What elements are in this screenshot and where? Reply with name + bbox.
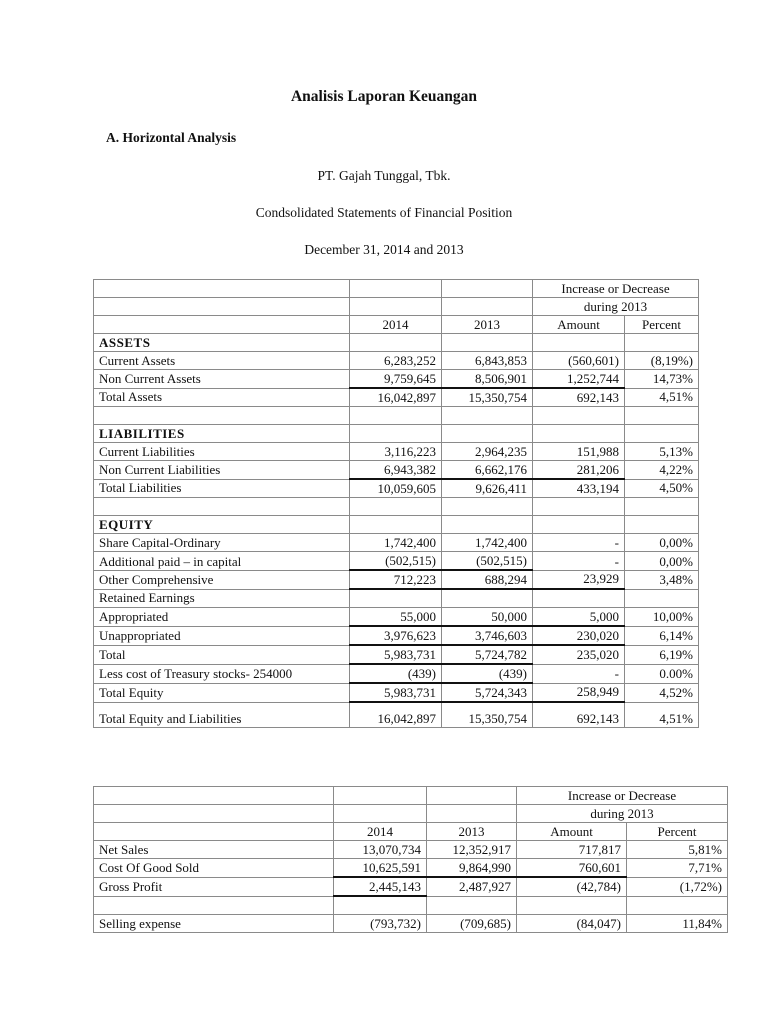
row-label: Non Current Liabilities (94, 461, 350, 480)
value-2014: 13,070,734 (334, 841, 427, 859)
table-row (94, 534, 699, 552)
value-2013: 2,487,927 (427, 877, 517, 896)
value-percent: 5,81% (627, 841, 728, 859)
row-label: Selling expense (94, 915, 334, 933)
value-amount: 692,143 (533, 702, 625, 728)
row-label: Net Sales (94, 841, 334, 859)
value-2013: 3,746,603 (442, 626, 533, 645)
value-2014: 6,943,382 (350, 461, 442, 480)
value-2013: 15,350,754 (442, 388, 533, 407)
value-percent: 3,48% (625, 570, 699, 589)
row-label: Appropriated (94, 608, 350, 627)
row-label: Total Equity and Liabilities (94, 702, 350, 728)
value-2013: (439) (442, 664, 533, 683)
table-row (94, 626, 699, 645)
value-amount: 760,601 (517, 859, 627, 878)
value-percent: 0.00% (625, 664, 699, 683)
header-percent: Percent (627, 823, 728, 841)
value-percent: 0,00% (625, 534, 699, 552)
row-label: Cost Of Good Sold (94, 859, 334, 878)
statement-period: December 31, 2014 and 2013 (304, 242, 464, 257)
value-percent: 0,00% (625, 552, 699, 571)
table-row (94, 645, 699, 664)
value-amount: 258,949 (533, 683, 625, 702)
value-2014: (439) (350, 664, 442, 683)
value-amount: 692,143 (533, 388, 625, 407)
value-percent: 5,13% (625, 443, 699, 461)
value-2014: 16,042,897 (350, 388, 442, 407)
table-row (94, 683, 699, 702)
row-label: Total Equity (94, 683, 350, 702)
value-2013: (709,685) (427, 915, 517, 933)
table-row (94, 608, 699, 627)
value-amount: - (533, 552, 625, 571)
value-2013: 5,724,343 (442, 683, 533, 702)
value-percent: 4,50% (625, 479, 699, 498)
table-row-total (94, 388, 699, 407)
value-2014: 1,742,400 (350, 534, 442, 552)
value-amount: 5,000 (533, 608, 625, 627)
value-2014: 16,042,897 (350, 702, 442, 728)
row-label: Gross Profit (94, 877, 334, 896)
header-amount: Amount (533, 316, 625, 334)
value-2014: 5,983,731 (350, 683, 442, 702)
header-group: Increase or Decrease (533, 280, 699, 298)
header-group-sub: during 2013 (517, 805, 728, 823)
header-row (94, 787, 728, 805)
header-row (94, 280, 699, 298)
value-2014: 55,000 (350, 608, 442, 627)
header-2013: 2013 (427, 823, 517, 841)
value-percent: 10,00% (625, 608, 699, 627)
value-amount: 433,194 (533, 479, 625, 498)
statement-title: Condsolidated Statements of Financial Position (255, 205, 513, 220)
value-2014: 712,223 (350, 570, 442, 589)
value-amount: 281,206 (533, 461, 625, 480)
table-row (94, 334, 699, 352)
value-2014: 6,283,252 (350, 352, 442, 370)
row-label: Other Comprehensive (94, 570, 350, 589)
table-row (94, 425, 699, 443)
row-label: EQUITY (94, 516, 350, 534)
value-2014: 2,445,143 (334, 877, 427, 896)
row-label: Additional paid – in capital (94, 552, 350, 571)
value-amount: 717,817 (517, 841, 627, 859)
row-label: Current Assets (94, 352, 350, 370)
row-label: Non Current Assets (94, 370, 350, 389)
value-2013: 15,350,754 (442, 702, 533, 728)
value-2013: 12,352,917 (427, 841, 517, 859)
value-percent: 4,51% (625, 702, 699, 728)
value-2013: (502,515) (442, 552, 533, 571)
value-2013: 688,294 (442, 570, 533, 589)
row-label: Current Liabilities (94, 443, 350, 461)
value-2014: 9,759,645 (350, 370, 442, 389)
balance-sheet-table (93, 279, 699, 728)
header-row (94, 823, 728, 841)
value-2014: (502,515) (350, 552, 442, 571)
value-2013: 50,000 (442, 608, 533, 627)
value-2014: 3,116,223 (350, 443, 442, 461)
table-row-blank (94, 407, 699, 425)
table-row (94, 370, 699, 389)
table-row-total (94, 877, 728, 896)
table-row-blank (94, 498, 699, 516)
value-amount: 151,988 (533, 443, 625, 461)
value-2014: 10,059,605 (350, 479, 442, 498)
header-2014: 2014 (350, 316, 442, 334)
document-title: Analisis Laporan Keuangan (290, 88, 478, 105)
value-percent: 14,73% (625, 370, 699, 389)
row-label: Total (94, 645, 350, 664)
table-row-total (94, 479, 699, 498)
header-2014: 2014 (334, 823, 427, 841)
value-amount: (84,047) (517, 915, 627, 933)
table-row (94, 552, 699, 571)
value-amount: 230,020 (533, 626, 625, 645)
table-row (94, 915, 728, 933)
value-amount: (42,784) (517, 877, 627, 896)
value-2014: (793,732) (334, 915, 427, 933)
header-2013: 2013 (442, 316, 533, 334)
value-percent: 6,19% (625, 645, 699, 664)
table-row (94, 589, 699, 608)
header-group-sub: during 2013 (533, 298, 699, 316)
value-percent: (8,19%) (625, 352, 699, 370)
row-label: Total Assets (94, 388, 350, 407)
income-statement-table (93, 786, 728, 933)
value-2014: 3,976,623 (350, 626, 442, 645)
row-label: Unappropriated (94, 626, 350, 645)
row-label: Total Liabilities (94, 479, 350, 498)
company-name: PT. Gajah Tunggal, Tbk. (317, 168, 451, 183)
row-label: Share Capital-Ordinary (94, 534, 350, 552)
table-row (94, 516, 699, 534)
value-2013: 6,843,853 (442, 352, 533, 370)
value-percent: 11,84% (627, 915, 728, 933)
header-row (94, 805, 728, 823)
value-amount: - (533, 664, 625, 683)
row-label: Less cost of Treasury stocks- 254000 (94, 664, 350, 683)
value-percent: 7,71% (627, 859, 728, 878)
value-percent: 4,52% (625, 683, 699, 702)
value-percent: 6,14% (625, 626, 699, 645)
value-amount: 23,929 (533, 570, 625, 589)
value-amount: 1,252,744 (533, 370, 625, 389)
value-2013: 9,626,411 (442, 479, 533, 498)
row-label: Retained Earnings (94, 589, 350, 608)
table-row (94, 841, 728, 859)
value-amount: - (533, 534, 625, 552)
table-row (94, 859, 728, 878)
table-row (94, 443, 699, 461)
table-row-blank (94, 896, 728, 915)
section-heading: A. Horizontal Analysis (106, 130, 237, 145)
value-2014: 10,625,591 (334, 859, 427, 878)
value-2013: 9,864,990 (427, 859, 517, 878)
value-percent: 4,22% (625, 461, 699, 480)
header-amount: Amount (517, 823, 627, 841)
header-percent: Percent (625, 316, 699, 334)
value-2013: 1,742,400 (442, 534, 533, 552)
table-row (94, 461, 699, 480)
header-group: Increase or Decrease (517, 787, 728, 805)
value-2014: 5,983,731 (350, 645, 442, 664)
value-amount: 235,020 (533, 645, 625, 664)
value-percent: 4,51% (625, 388, 699, 407)
header-row (94, 316, 699, 334)
value-2013: 8,506,901 (442, 370, 533, 389)
table-row (94, 664, 699, 683)
value-2013: 6,662,176 (442, 461, 533, 480)
value-2013: 5,724,782 (442, 645, 533, 664)
header-row (94, 298, 699, 316)
row-label: LIABILITIES (94, 425, 350, 443)
value-percent: (1,72%) (627, 877, 728, 896)
value-2013: 2,964,235 (442, 443, 533, 461)
table-row (94, 570, 699, 589)
row-label: ASSETS (94, 334, 350, 352)
table-row (94, 352, 699, 370)
value-amount: (560,601) (533, 352, 625, 370)
table-row-total (94, 702, 699, 728)
